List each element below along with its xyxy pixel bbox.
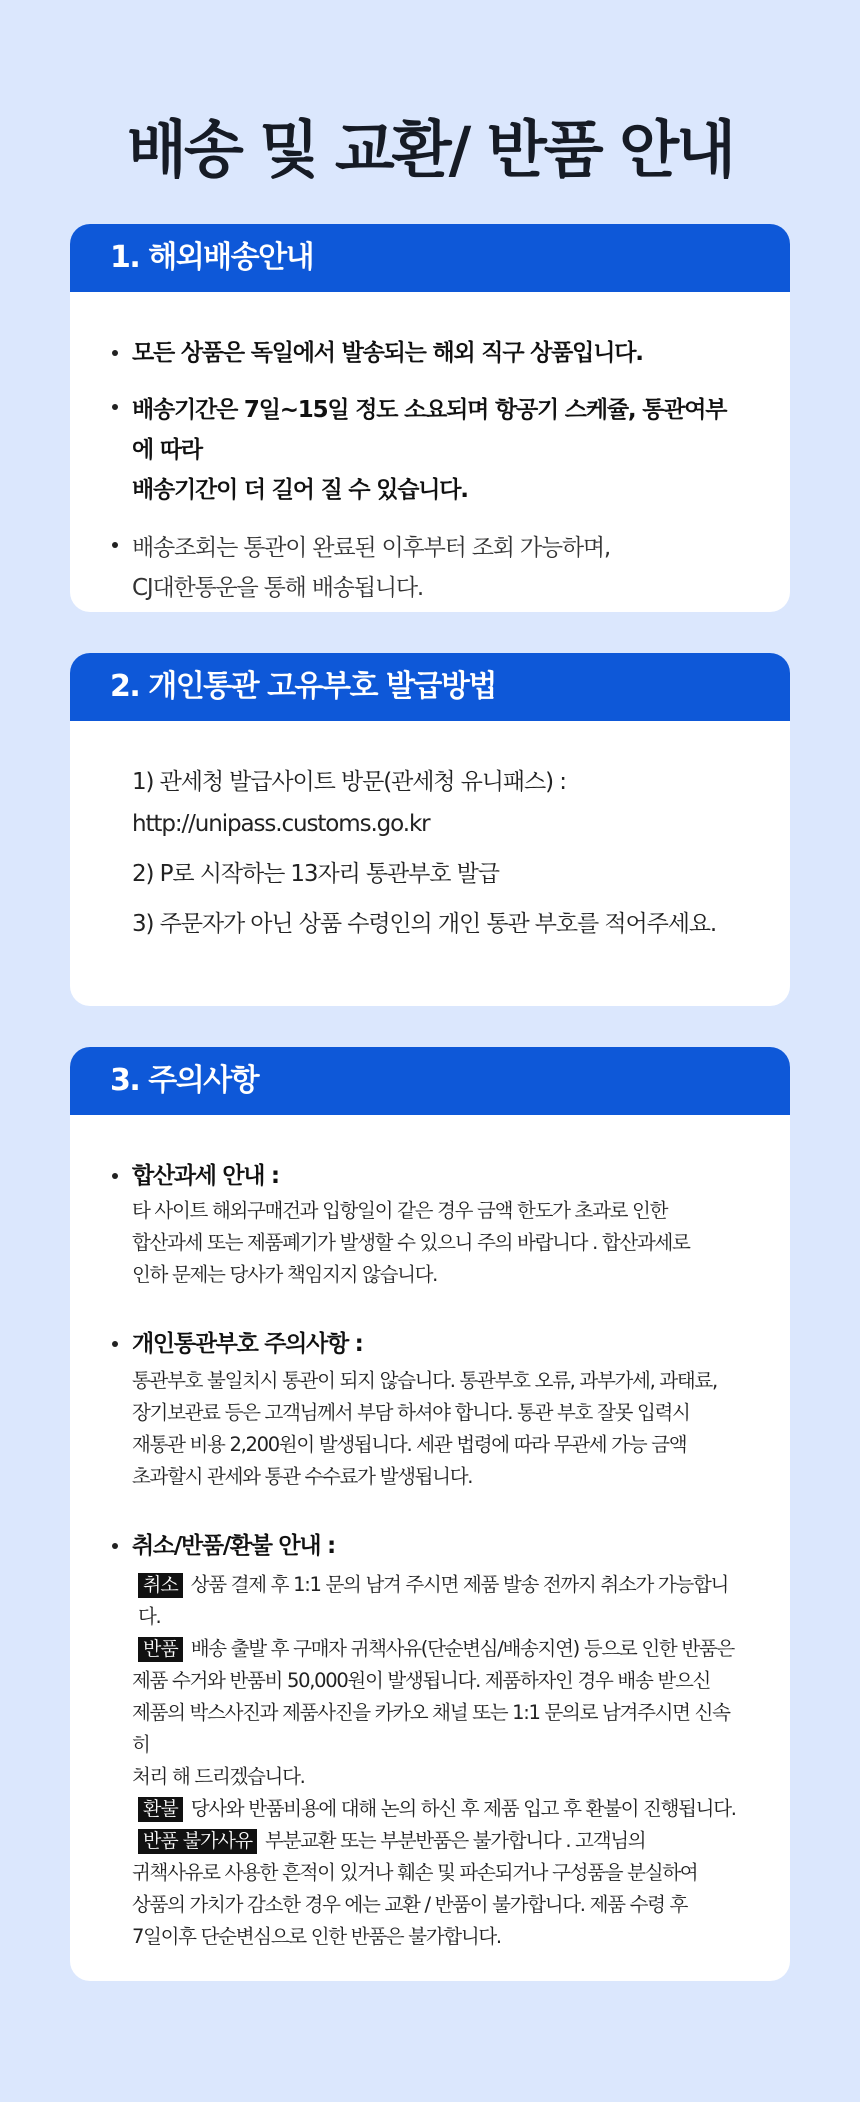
section-heading-customs-code: 2. 개인통관 고유부호 발급방법 bbox=[70, 653, 790, 721]
notice-line-text: 부분교환 또는 부분반품은 불가합니다 . 고객님의 bbox=[265, 1829, 646, 1852]
notice-block-combined-tax bbox=[112, 1159, 744, 1291]
notice-line: 합산과세 또는 제품폐기가 발생할 수 있으니 주의 바랍니다 . 합산과세로 bbox=[132, 1231, 690, 1254]
notice-line bbox=[132, 1825, 744, 1857]
notice-line bbox=[132, 1569, 744, 1633]
notice-line: 재통관 비용 2,200원이 발생됩니다. 세관 법령에 따라 무관세 가능 금액 bbox=[132, 1433, 687, 1456]
tag-refund: 환불 bbox=[138, 1797, 183, 1822]
notice-title: 취소/반품/환불 안내 : bbox=[132, 1533, 335, 1559]
tag-cancel: 취소 bbox=[138, 1573, 183, 1598]
notice-line: 초과할시 관세와 통관 수수료가 발생됩니다. bbox=[132, 1465, 473, 1488]
bullet-text-line: 배송기간은 7일~15일 정도 소요되며 항공기 스케쥴, 통관여부에 따라 bbox=[132, 397, 727, 463]
section-heading-precautions: 3. 주의사항 bbox=[70, 1047, 790, 1115]
notice-line: 타 사이트 해외구매건과 입항일이 같은 경우 금액 한도가 초과로 인한 bbox=[132, 1199, 668, 1222]
notice-line: 상품의 가치가 감소한 경우 에는 교환 / 반품이 불가합니다. 제품 수령 후 bbox=[132, 1893, 688, 1916]
card-customs-code bbox=[70, 653, 790, 1006]
bullet-item bbox=[112, 336, 744, 370]
unipass-url: http://unipass.customs.go.kr bbox=[132, 811, 430, 837]
notice-line bbox=[132, 1633, 744, 1665]
notice-line: 통관부호 불일치시 통관이 되지 않습니다. 통관부호 오류, 과부가세, 과태료, bbox=[132, 1369, 717, 1392]
notice-block-cancel-return-refund bbox=[112, 1529, 744, 1953]
tag-no-return: 반품 불가사유 bbox=[138, 1829, 257, 1854]
notice-line: 장기보관료 등은 고객님께서 부담 하셔야 합니다. 통관 부호 잘못 입력시 bbox=[132, 1401, 690, 1424]
section-heading-overseas-shipping: 1. 해외배송안내 bbox=[70, 224, 790, 292]
numbered-item: 3) 주문자가 아닌 상품 수령인의 개인 통관 부호를 적어주세요. bbox=[132, 911, 717, 937]
bullet-item bbox=[112, 390, 744, 510]
notice-line: 제품의 박스사진과 제품사진을 카카오 채널 또는 1:1 문의로 남겨주시면 신속히 bbox=[132, 1701, 730, 1756]
notice-line: 귀책사유로 사용한 흔적이 있거나 훼손 및 파손되거나 구성품을 분실하여 bbox=[132, 1861, 698, 1884]
notice-line: 제품 수거와 반품비 50,000원이 발생됩니다. 제품하자인 경우 배송 받으신 bbox=[132, 1669, 711, 1692]
numbered-item: 2) P로 시작하는 13자리 통관부호 발급 bbox=[132, 861, 499, 887]
bullet-text-line: 배송조회는 통관이 완료된 이후부터 조회 가능하며, bbox=[132, 535, 611, 561]
notice-title: 합산과세 안내 : bbox=[132, 1163, 279, 1189]
tag-return: 반품 bbox=[138, 1637, 183, 1662]
bullet-text: 모든 상품은 독일에서 발송되는 해외 직구 상품입니다. bbox=[132, 340, 643, 366]
bullet-text-line: 배송기간이 더 길어 질 수 있습니다. bbox=[132, 477, 468, 503]
notice-line: 인하 문제는 당사가 책임지지 않습니다. bbox=[132, 1263, 438, 1286]
notice-line: 처리 해 드리겠습니다. bbox=[132, 1765, 305, 1788]
numbered-item-line: 1) 관세청 발급사이트 방문(관세청 유니패스) : bbox=[132, 769, 566, 795]
page-title: 배송 및 교환/ 반품 안내 bbox=[126, 113, 733, 186]
notice-line bbox=[132, 1793, 744, 1825]
notice-line-text: 상품 결제 후 1:1 문의 남겨 주시면 제품 발송 전까지 취소가 가능합니다. bbox=[138, 1573, 729, 1628]
bullet-text-line: CJ대한통운을 통해 배송됩니다. bbox=[132, 575, 423, 601]
card-precautions bbox=[70, 1047, 790, 1981]
card-overseas-shipping bbox=[70, 224, 790, 612]
notice-block-customs-code bbox=[112, 1327, 744, 1493]
notice-line: 7일이후 단순변심으로 인한 반품은 불가합니다. bbox=[132, 1925, 501, 1948]
notice-line-text: 배송 출발 후 구매자 귀책사유(단순변심/배송지연) 등으로 인한 반품은 bbox=[190, 1637, 734, 1660]
bullet-item bbox=[112, 528, 744, 608]
notice-title: 개인통관부호 주의사항 : bbox=[132, 1331, 363, 1357]
numbered-item bbox=[112, 761, 744, 845]
notice-line-text: 당사와 반품비용에 대해 논의 하신 후 제품 입고 후 환불이 진행됩니다. bbox=[190, 1797, 736, 1820]
